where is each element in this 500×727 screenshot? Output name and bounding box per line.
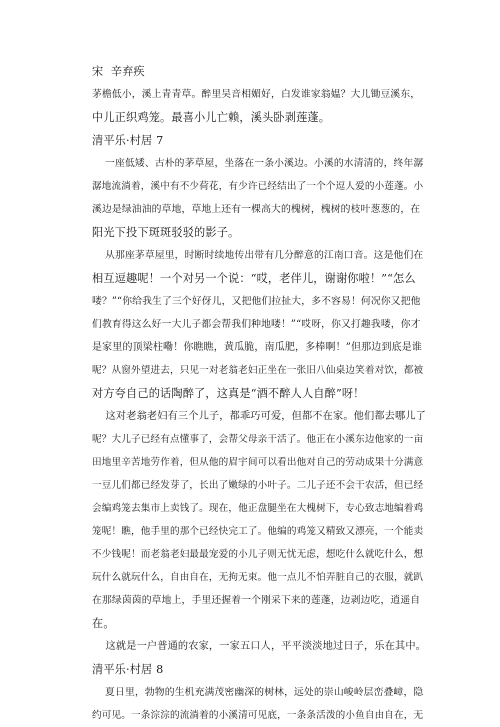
section-heading: 清平乐·村居 7 bbox=[92, 134, 164, 147]
text-line: 从那座茅草屋里，时断时续地传出带有几分醉意的江南口音。这是他们在 bbox=[92, 250, 424, 261]
section-heading: 清平乐·村居 8 bbox=[92, 663, 164, 676]
text-line: 这对老翁老妇有三个儿子，都乖巧可爱，但都不在家。他们都去哪儿了 bbox=[92, 411, 427, 422]
poem-line: 中儿正织鸡笼。最喜小儿亡赖，溪头卧剥莲蓬。 bbox=[92, 111, 331, 124]
text-line: 溪边是绿油油的草地，草地上还有一棵高大的槐树，槐树的枝叶葱葱的，在 bbox=[92, 204, 421, 215]
text-line: 在那绿茵茵的草地上，手里还握着一个刚采下来的莲蓬，边剥边吃，逍遥自 bbox=[92, 595, 421, 606]
text-line: 们教育得这么好一大儿子都会帮我们种地喽！”“哎呀，你又打趣我喽，你才 bbox=[92, 319, 421, 330]
text-line: 会编鸡笼去集市上卖钱了。现在，他正盘腿坐在大槐树下，专心致志地编着鸡 bbox=[92, 503, 424, 514]
text-line: 约可见。一条淙淙的流淌着的小溪清可见底，一条条活泼的小鱼自由自在，无 bbox=[92, 710, 424, 721]
text-line: 不少钱呢！而老翁老妇最最宠爱的小儿子则无忧无虑，想吃什么就吃什么，想 bbox=[92, 549, 424, 560]
text-line: 这就是一户普通的农家，一家五口人，平平淡淡地过日子，乐在其中。 bbox=[92, 641, 427, 652]
text-line: 呢？大儿子已经有点懂事了，会帮父母亲干活了。他正在小溪东边他家的一亩 bbox=[92, 434, 424, 445]
document-body bbox=[92, 60, 427, 727]
text-line: 对方夸自己的话陶醉了，这真是“酒不醉人人自醉”呀！ bbox=[92, 387, 365, 400]
text-line: 喽？”“你给我生了三个好伢儿，又把他们拉扯大，多不容易！何况你又把他 bbox=[92, 296, 421, 307]
text-line: 相互逗趣呢！一个对另一个说：“哎，老伴儿，谢谢你啦！”“怎么 bbox=[92, 272, 416, 285]
text-line: 夏日里，勃物的生机充满茂密幽深的树林，远处的崇山峻岭层峦叠嶂，隐 bbox=[92, 687, 424, 698]
text-line: 呢？从窗外望进去，只见一对老翁老妇正坐在一张旧八仙桌边笑着对饮，都被 bbox=[92, 365, 424, 376]
text-line: 一座低矮、古朴的茅草屋，坐落在一条小溪边。小溪的水清清的，终年潺 bbox=[92, 158, 424, 169]
text-line: 阳光下投下斑斑驳驳的影子。 bbox=[92, 226, 240, 239]
text-line: 一豆儿们都已经发芽了，长出了嫩绿的小叶子。二儿子还不会干农活，但已经 bbox=[92, 480, 424, 491]
text-line: 是家里的顶梁柱嘞！你瞧瞧，黄瓜脆，南瓜肥，多棒啊！”但那边到底是谁 bbox=[92, 342, 423, 353]
text-line: 玩什么就玩什么，自由自在，无拘无束。他一点儿不怕弄脏自己的衣服，就趴 bbox=[92, 572, 424, 583]
poem-line: 茅檐低小，溪上青青草。醉里吴音相媚好，白发谁家翁媪？大儿锄豆溪东， bbox=[92, 89, 421, 100]
text-line: 在。 bbox=[92, 617, 115, 630]
text-line: 潺地流淌着，溪中有不少荷花，有少许已经结出了一个个逗人爱的小莲蓬。小 bbox=[92, 181, 424, 192]
text-line: 笼呢！瞧，他手里的那个已经快完工了。他编的鸡笼又精致又漂亮，一个能卖 bbox=[92, 526, 424, 537]
text-line: 田地里辛苦地劳作着，但从他的眉宇间可以看出他对自己的劳动成果十分满意 bbox=[92, 457, 424, 468]
author-line: 宋 辛弃疾 bbox=[92, 65, 145, 78]
